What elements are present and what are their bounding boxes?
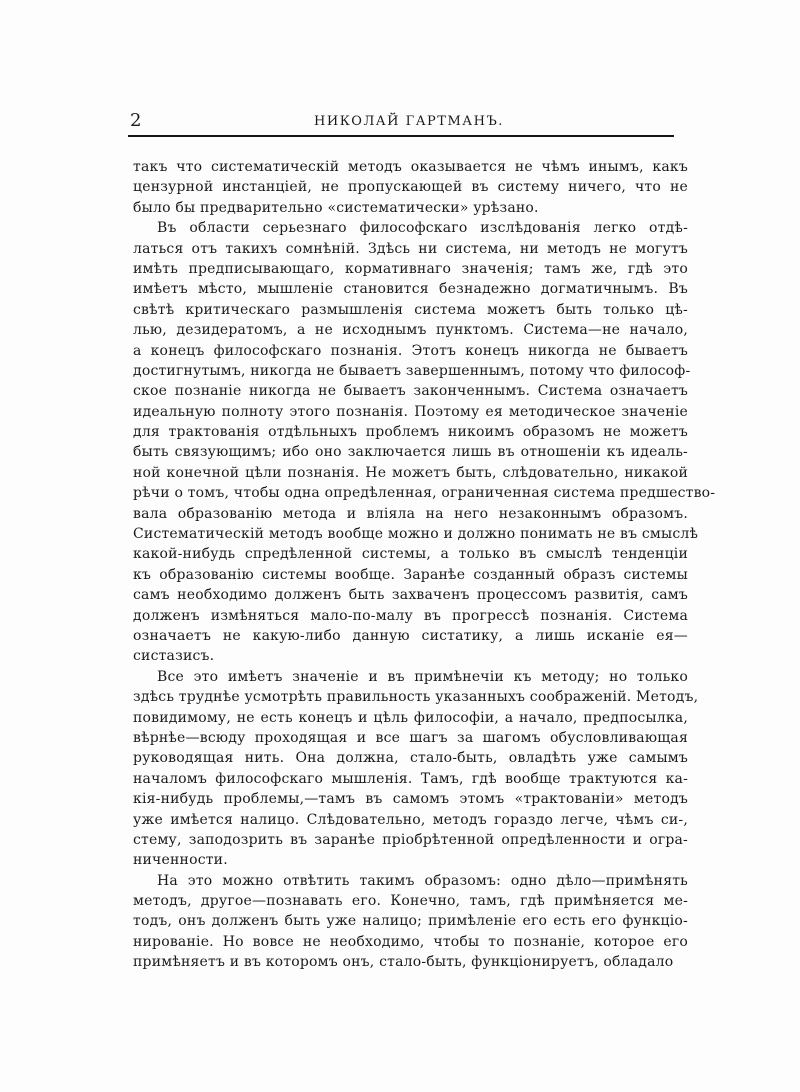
text-line: уже имѣется налицо. Слѣдовательно, методъ гораздо легче, чѣмъ си-, (133, 811, 688, 828)
text-line: имѣть предписывающаго, кормативнаго значенія; тамъ же, гдѣ это (133, 260, 688, 277)
text-line: началомъ философскаго мышленія. Тамъ, гдѣ вообще трактуются ка- (133, 770, 688, 787)
text-line: нированіе. Но вовсе не необходимо, чтобы то познаніе, которое его (133, 933, 688, 950)
text-line: вала образованію метода и вліяла на него незаконнымъ образомъ. (133, 505, 688, 522)
text-line: примѣняетъ и въ которомъ онъ, стало-быть, функціонируетъ, обладало (133, 954, 674, 971)
text-line: достигнутымъ, никогда не бываетъ завершеннымъ, потому что философ- (133, 362, 691, 379)
page-header (130, 110, 688, 132)
text-line: На это можно отвѣтить такимъ образомъ: одно дѣло—примѣнять (157, 872, 688, 889)
text-line: для трактованія отдѣльныхъ проблемъ никоимъ образомъ не можетъ (133, 424, 688, 441)
text-block (133, 157, 716, 973)
text-line: быть связующимъ; ибо оно заключается лишь въ отношеніи къ идеаль- (133, 444, 688, 461)
page-number: 2 (130, 110, 142, 131)
text-line: цензурной инстанціей, не пропускающей въ систему ничего, что не (133, 179, 688, 196)
text-line: ной конечной цѣли познанія. Не можетъ быть, слѣдовательно, никакой (133, 464, 688, 481)
text-line: ское познаніе никогда не бываетъ законченнымъ. Система означаетъ (133, 383, 688, 400)
text-line: повидимому, не есть конецъ и цѣль философіи, а начало, предпосылка, (133, 709, 688, 726)
text-line: лью, дезидератомъ, а не исходнымъ пунктомъ. Система—не начало, (133, 322, 688, 339)
text-line: руководящая нить. Она должна, стало-быть, овладѣть уже самымъ (133, 750, 688, 767)
text-line: свѣтѣ критическаго размышленія система можетъ быть только цѣ- (133, 301, 688, 318)
text-line: здѣсь труднѣе усмотрѣть правильность указанныхъ соображеній. Методъ, (133, 689, 699, 706)
text-line: идеальную полноту этого познанія. Поэтому ея методическое значеніе (133, 403, 688, 420)
text-line: самъ необходимо долженъ быть захваченъ процессомъ развитія, самъ (133, 587, 688, 604)
text-line: а конецъ философскаго познанія. Этотъ конецъ никогда не бываетъ (133, 342, 688, 359)
text-line: какой-нибудь спредѣленной системы, а только въ смыслѣ тенденціи (133, 546, 688, 563)
text-line: систазисъ. (133, 648, 215, 665)
text-line: означаетъ не какую-либо данную систатику, а лишь исканіе ея— (133, 627, 688, 644)
running-title: НИКОЛАЙ ГАРТМАНЪ. (314, 114, 504, 129)
text-line: къ образованію системы вообще. Заранѣе созданный образъ системы (133, 566, 688, 583)
text-line: кія-нибудь проблемы,—тамъ въ самомъ этомъ «трактованіи» методъ (133, 791, 688, 808)
text-line: Въ области серьезнаго философскаго изслѣдованія легко отдѣ- (157, 220, 688, 237)
text-line: стему, заподозрить въ заранѣе пріобрѣтенной опредѣленности и огра- (133, 831, 688, 848)
text-line: латься отъ такихъ сомнѣній. Здѣсь ни система, ни методъ не могутъ (133, 240, 688, 257)
text-line: ниченности. (133, 852, 228, 869)
text-line: Все это имѣетъ значеніе и въ примѣнечіи къ методу; но только (157, 668, 688, 685)
text-line: методъ, другое—познавать его. Конечно, тамъ, гдѣ примѣняется ме- (133, 893, 688, 910)
text-line: было бы предварительно «систематически» урѣзано. (133, 199, 539, 216)
text-line: имѣетъ мѣсто, мышленіе становится безнадежно догматичнымъ. Въ (133, 281, 688, 298)
text-line: вѣрнѣе—всюду проходящая и все шагъ за шагомъ обусловливающая (133, 729, 688, 746)
header-rule (128, 135, 674, 137)
text-line: рѣчи о томъ, чтобы одна опредѣленная, ограниченная система предшество- (133, 485, 716, 502)
text-line: Систематическій методъ вообще можно и должно понимать не въ смыслѣ (133, 526, 699, 543)
text-line: долженъ измѣняться мало-по-малу въ прогрессѣ познанія. Система (133, 607, 688, 624)
text-line: такъ что систематическій методъ оказывается не чѣмъ инымъ, какъ (133, 159, 688, 175)
text-line: тодъ, онъ долженъ быть уже налицо; примѣленіе его есть его функціо- (133, 913, 688, 930)
